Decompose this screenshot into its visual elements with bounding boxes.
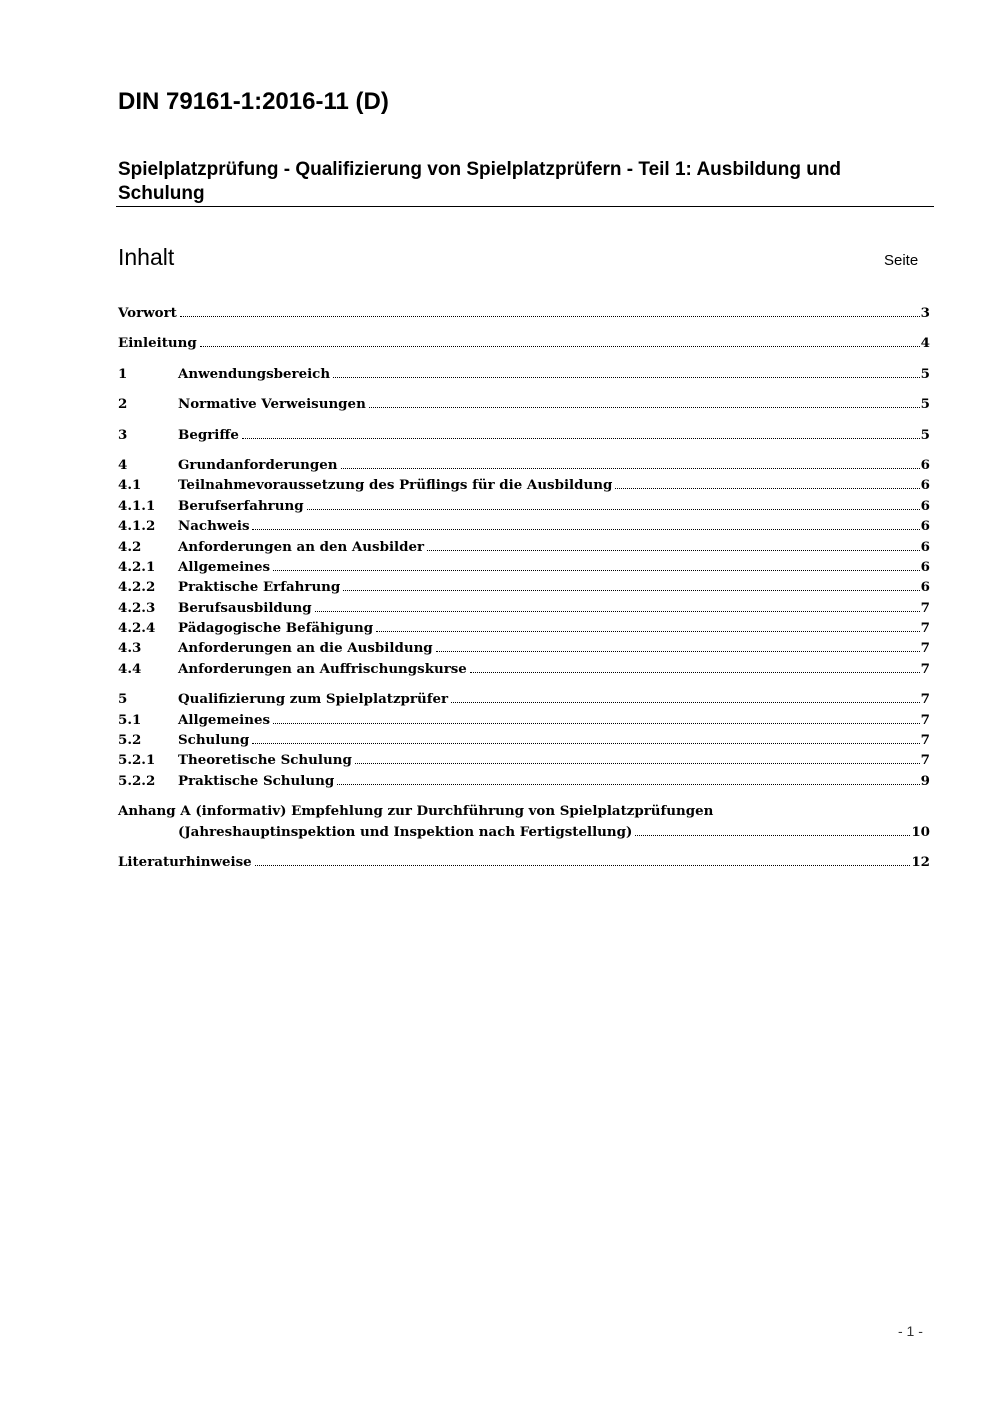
toc-entry-page: 5 [920,365,930,382]
toc-entry-number: 4.2.4 [118,620,156,637]
dot-leader [369,406,920,408]
toc-entry-number: 2 [118,396,128,413]
toc-entry-number: 4.1 [118,477,142,494]
toc-entry-5-2-1[interactable] [118,750,930,770]
toc-entry-5-2[interactable] [118,730,930,750]
dot-leader [307,508,920,510]
toc-annex-label-line2: (Jahreshauptinspektion und Inspektion nach Fertigstellung) [178,823,633,840]
toc-entry-4-1-1[interactable] [118,496,930,516]
toc-entry-label: Pädagogische Befähigung [178,620,374,637]
dot-leader [180,315,920,317]
toc-entry-page: 6 [920,518,930,535]
toc-entry-number: 4.1.2 [118,518,156,535]
toc-entry-page: 7 [920,752,930,769]
toc-entry-label: Berufserfahrung [178,497,304,514]
toc-entry-page: 10 [911,823,930,840]
toc-entry-label: Praktische Schulung [178,772,335,789]
toc-entry-label: Anwendungsbereich [178,365,331,382]
toc-entry-number: 4.1.1 [118,497,156,514]
dot-leader [436,650,920,652]
dot-leader [451,701,920,703]
toc-entry-bibliography[interactable] [118,852,930,872]
toc-entry-number: 5 [118,691,128,708]
toc-entry-label: Praktische Erfahrung [178,579,341,596]
toc-heading: Inhalt [118,244,175,270]
toc-entry-vorwort[interactable] [118,303,930,323]
toc-entry-label: Begriffe [178,426,239,443]
dot-leader [242,437,920,439]
toc-entry-einleitung[interactable] [118,333,930,353]
toc-entry-number: 5.2.1 [118,752,156,769]
toc-entry-4-2-2[interactable] [118,577,930,597]
toc-entry-page: 7 [920,620,930,637]
toc-entry-5-2-2[interactable] [118,771,930,791]
dot-leader [427,549,920,551]
dot-leader [255,864,911,866]
toc-entry-1[interactable] [118,364,930,384]
dot-leader [341,467,920,469]
toc-entry-page: 7 [920,711,930,728]
dot-leader [252,528,919,530]
dot-leader [355,762,920,764]
toc-entry-label: Anforderungen an Auffrischungskurse [178,660,467,677]
toc-entry-label: Qualifizierung zum Spielplatzprüfer [178,691,449,708]
toc-entry-page: 6 [920,497,930,514]
toc-entry-label: Anforderungen an den Ausbilder [178,538,425,555]
dot-leader [315,610,920,612]
toc-entry-4[interactable] [118,455,930,475]
toc-entry-page: 6 [920,579,930,596]
toc-entry-label: Einleitung [118,335,197,352]
toc-entry-4-1-2[interactable] [118,516,930,536]
table-of-contents [118,303,930,872]
toc-entry-number: 4.2 [118,538,142,555]
toc-entry-label: Literaturhinweise [118,854,252,870]
toc-entry-4-2[interactable] [118,537,930,557]
toc-entry-4-1[interactable] [118,475,930,495]
toc-entry-label: Allgemeines [178,558,271,575]
toc-entry-page: 6 [920,477,930,494]
toc-entry-number: 4.3 [118,640,142,657]
toc-entry-page: 7 [920,640,930,657]
toc-entry-label: Teilnahmevoraussetzung des Prüflings für die Ausbildung [178,477,613,494]
dot-leader [273,722,920,724]
toc-entry-annex-a[interactable] [118,801,930,842]
toc-annex-label-line1: Anhang A (informativ) Empfehlung zur Durchführung von Spielplatzprüfungen [118,803,714,820]
toc-entry-4-2-3[interactable] [118,598,930,618]
dot-leader [615,487,919,489]
toc-entry-label: Berufsausbildung [178,599,312,616]
toc-entry-page: 5 [920,396,930,413]
toc-entry-page: 7 [920,599,930,616]
toc-entry-page: 6 [920,558,930,575]
dot-leader [333,376,920,378]
toc-entry-page: 6 [920,538,930,555]
dot-leader [343,589,919,591]
toc-entry-number: 4.4 [118,660,142,677]
dot-leader [376,630,920,632]
toc-entry-label: Nachweis [178,518,250,535]
toc-entry-number: 1 [118,365,128,382]
title-divider [116,206,934,207]
document-id: DIN 79161-1:2016-11 (D) [118,88,389,115]
dot-leader [337,783,919,785]
toc-entry-label: Anforderungen an die Ausbildung [178,640,433,657]
toc-entry-5-1[interactable] [118,710,930,730]
toc-entry-page: 7 [920,732,930,749]
dot-leader [273,569,920,571]
toc-entry-number: 4 [118,456,128,473]
toc-entry-page: 7 [920,691,930,708]
toc-entry-label: Grundanforderungen [178,456,338,473]
toc-entry-label: Allgemeines [178,711,271,728]
toc-entry-page: 9 [920,772,930,789]
dot-leader [252,742,919,744]
toc-entry-number: 4.2.1 [118,558,156,575]
toc-entry-page: 5 [920,426,930,443]
toc-entry-page: 4 [920,335,930,352]
page-number: - 1 - [898,1323,923,1339]
toc-entry-5[interactable] [118,689,930,709]
dot-leader [470,671,920,673]
toc-entry-3[interactable] [118,425,930,445]
toc-entry-number: 5.2 [118,732,142,749]
toc-entry-number: 5.2.2 [118,772,156,789]
toc-entry-number: 4.2.2 [118,579,156,596]
toc-entry-4-2-1[interactable] [118,557,930,577]
dot-leader [635,834,910,836]
toc-entry-2[interactable] [118,394,930,414]
toc-entry-label: Schulung [178,732,250,749]
toc-entry-number: 5.1 [118,711,142,728]
dot-leader [200,345,920,347]
toc-entry-number: 3 [118,426,128,443]
toc-entry-label: Normative Verweisungen [178,396,366,413]
toc-page-column-label: Seite [884,252,919,269]
toc-entry-label: Theoretische Schulung [178,752,352,769]
toc-entry-page: 7 [920,660,930,677]
toc-entry-page: 6 [920,456,930,473]
toc-entry-page: 3 [920,305,930,321]
document-title: Spielplatzprüfung - Qualifizierung von Spielplatzprüfern - Teil 1: Ausbildung und Schulung [118,159,842,204]
toc-entry-4-4[interactable] [118,659,930,679]
toc-entry-page: 12 [911,854,930,870]
toc-entry-4-3[interactable] [118,638,930,658]
toc-entry-number: 4.2.3 [118,599,156,616]
toc-entry-4-2-4[interactable] [118,618,930,638]
toc-entry-label: Vorwort [118,305,177,321]
